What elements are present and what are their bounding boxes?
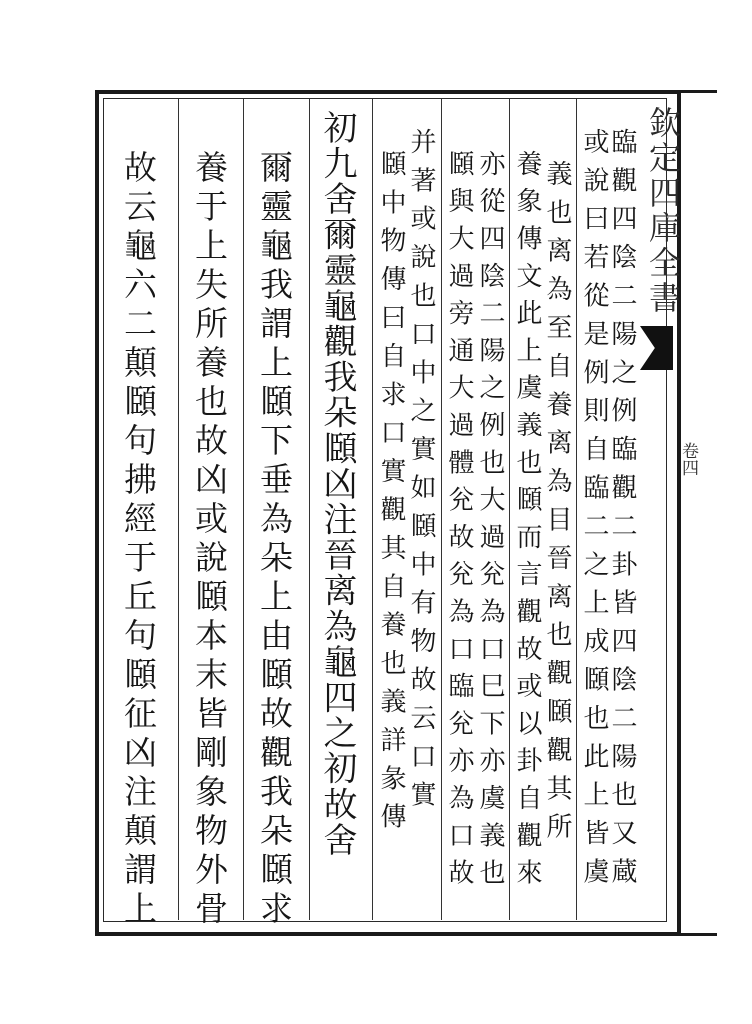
text-column: 頥中物傳曰自求口實觀其自養也義詳彖傳 [376,150,406,842]
text-column: 臨觀四陰二陽之例臨觀二卦皆四陰二陽也又蔵 [607,128,637,896]
text-column: 初九舍爾靈龜觀我朵頥凶注晉离為龜四之初故舍 [317,110,357,858]
text-column: 頥與大過旁通大過體兊故兊為口臨兊亦為口故 [444,150,474,896]
text-column: 養象傳文此上虞義也頥而言觀故或以卦自觀來 [512,150,542,896]
book-title: 欽定四庫全書 [644,106,682,316]
column-rule [372,99,373,920]
column-rule [309,99,310,920]
column-rule [509,99,510,920]
text-column: 義也离為至自養离為目晉离也觀頥觀其所 [542,160,572,852]
volume-label: 卷四 [678,442,698,476]
text-column: 亦從四陰二陽之例也大過兊為口巳下亦虞義也 [475,150,505,896]
text-column: 并著或說也口中之實如頥中有物故云口實 [406,128,436,820]
column-rule [441,99,442,920]
text-column: 養于上失所養也故凶或說頥本末皆剛象物外骨 [190,150,229,930]
text-column: 爾靈龜我謂上頥下垂為朵上由頥故觀我朵頥求 [255,150,294,930]
column-rule [178,99,179,920]
column-rule [243,99,244,920]
text-column: 故云龜六二顛頥句拂經于丘句頥征凶注顛謂上 [119,150,158,930]
column-rule [576,99,577,920]
text-column: 或說曰若從是例則自臨二之上成頥也此上皆虞 [579,128,609,896]
